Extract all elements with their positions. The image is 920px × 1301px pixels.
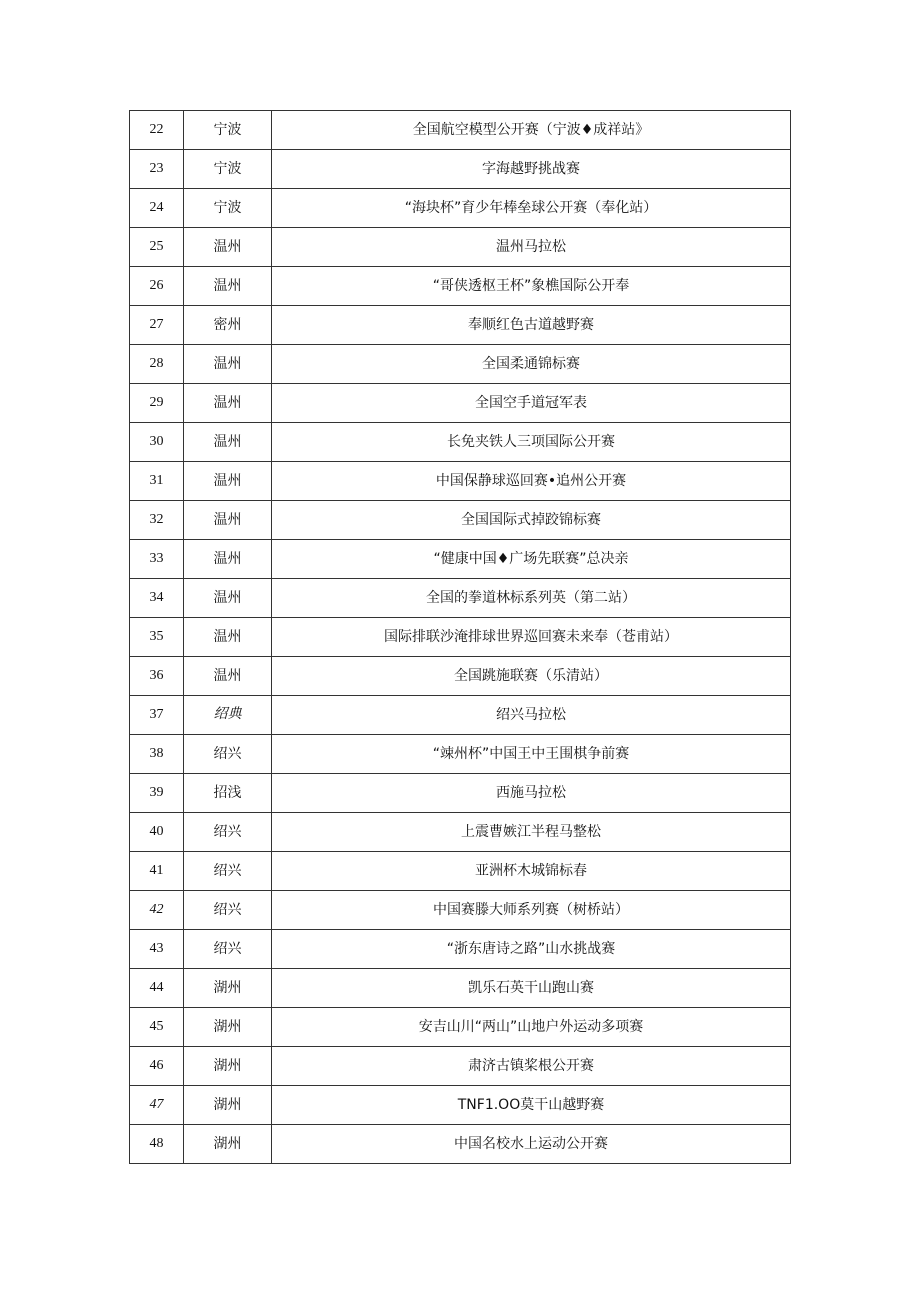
table-row xyxy=(130,345,791,384)
table-row xyxy=(130,111,791,150)
events-table xyxy=(129,110,791,1164)
row-number-cell: 31 xyxy=(130,462,184,501)
event-name-cell: 绍兴马拉松 xyxy=(272,696,791,735)
row-number-cell: 25 xyxy=(130,228,184,267)
event-name-cell: 上震曹嫉江半程马整松 xyxy=(272,813,791,852)
city-cell: 温州 xyxy=(184,267,272,306)
row-number-cell: 36 xyxy=(130,657,184,696)
event-name-cell: 中国名校水上运动公开赛 xyxy=(272,1125,791,1164)
city-cell: 绍兴 xyxy=(184,930,272,969)
city-cell: 宁波 xyxy=(184,150,272,189)
table-row xyxy=(130,579,791,618)
city-cell: 湖州 xyxy=(184,1086,272,1125)
event-name-cell: 字海越野挑战赛 xyxy=(272,150,791,189)
event-name-cell: 全国空手道冠军表 xyxy=(272,384,791,423)
table-row xyxy=(130,501,791,540)
table-row xyxy=(130,657,791,696)
event-name-cell: 奉顺红色古道越野赛 xyxy=(272,306,791,345)
row-number-cell: 29 xyxy=(130,384,184,423)
city-cell: 温州 xyxy=(184,540,272,579)
city-cell: 温州 xyxy=(184,501,272,540)
event-name-cell: 凯乐石英干山跑山赛 xyxy=(272,969,791,1008)
event-name-cell: 中国赛滕大师系列赛（树桥站） xyxy=(272,891,791,930)
event-name-cell: 西施马拉松 xyxy=(272,774,791,813)
table-row xyxy=(130,189,791,228)
table-row xyxy=(130,1047,791,1086)
row-number-cell: 43 xyxy=(130,930,184,969)
row-number-cell: 42 xyxy=(130,891,184,930)
table-row xyxy=(130,267,791,306)
event-name-cell: 全国柔通锦标赛 xyxy=(272,345,791,384)
event-name-cell: 中国保静球巡回赛•追州公开赛 xyxy=(272,462,791,501)
city-cell: 温州 xyxy=(184,579,272,618)
city-cell: 宁波 xyxy=(184,111,272,150)
city-cell: 湖州 xyxy=(184,1047,272,1086)
event-name-cell: 全国航空模型公开赛（宁波♦成祥站》 xyxy=(272,111,791,150)
table-row xyxy=(130,813,791,852)
row-number-cell: 44 xyxy=(130,969,184,1008)
event-name-cell: 安吉山川“两山”山地户外运动多项赛 xyxy=(272,1008,791,1047)
table-row xyxy=(130,1086,791,1125)
table-row xyxy=(130,852,791,891)
event-name-cell: “海块杯”育少年棒垒球公开赛（奉化站） xyxy=(272,189,791,228)
row-number-cell: 47 xyxy=(130,1086,184,1125)
table-row xyxy=(130,735,791,774)
city-cell: 绍典 xyxy=(184,696,272,735)
city-cell: 招浅 xyxy=(184,774,272,813)
city-cell: 绍兴 xyxy=(184,735,272,774)
row-number-cell: 34 xyxy=(130,579,184,618)
table-row xyxy=(130,930,791,969)
event-name-cell: TNF1.OO莫干山越野赛 xyxy=(272,1086,791,1125)
table-row xyxy=(130,774,791,813)
city-cell: 绍兴 xyxy=(184,891,272,930)
row-number-cell: 39 xyxy=(130,774,184,813)
table-row xyxy=(130,891,791,930)
city-cell: 宁波 xyxy=(184,189,272,228)
row-number-cell: 33 xyxy=(130,540,184,579)
row-number-cell: 35 xyxy=(130,618,184,657)
row-number-cell: 27 xyxy=(130,306,184,345)
event-name-cell: 全国跳施联赛（乐清站） xyxy=(272,657,791,696)
row-number-cell: 30 xyxy=(130,423,184,462)
event-name-cell: 全国国际式掉跤锦标赛 xyxy=(272,501,791,540)
row-number-cell: 38 xyxy=(130,735,184,774)
table-row xyxy=(130,384,791,423)
city-cell: 绍兴 xyxy=(184,813,272,852)
city-cell: 温州 xyxy=(184,657,272,696)
table-row xyxy=(130,150,791,189)
event-name-cell: 温州马拉松 xyxy=(272,228,791,267)
row-number-cell: 23 xyxy=(130,150,184,189)
city-cell: 绍兴 xyxy=(184,852,272,891)
city-cell: 温州 xyxy=(184,345,272,384)
city-cell: 温州 xyxy=(184,384,272,423)
city-cell: 湖州 xyxy=(184,969,272,1008)
table-row xyxy=(130,228,791,267)
row-number-cell: 40 xyxy=(130,813,184,852)
city-cell: 密州 xyxy=(184,306,272,345)
table-row xyxy=(130,1008,791,1047)
event-name-cell: 全国的拳道林标系列英（第二站） xyxy=(272,579,791,618)
row-number-cell: 48 xyxy=(130,1125,184,1164)
row-number-cell: 41 xyxy=(130,852,184,891)
table-row xyxy=(130,423,791,462)
events-table-body xyxy=(130,111,791,1164)
event-name-cell: 长免夹铁人三项国际公开赛 xyxy=(272,423,791,462)
event-name-cell: “浙东唐诗之路”山水挑战赛 xyxy=(272,930,791,969)
city-cell: 温州 xyxy=(184,618,272,657)
row-number-cell: 24 xyxy=(130,189,184,228)
event-name-cell: “健康中国♦广场先联赛”总决亲 xyxy=(272,540,791,579)
table-row xyxy=(130,462,791,501)
event-name-cell: 肃济古镇桨根公开赛 xyxy=(272,1047,791,1086)
row-number-cell: 32 xyxy=(130,501,184,540)
event-name-cell: “哥侠透枢王杯”象樵国际公开奉 xyxy=(272,267,791,306)
table-row xyxy=(130,969,791,1008)
event-name-cell: 亚洲杯木城锦标春 xyxy=(272,852,791,891)
row-number-cell: 46 xyxy=(130,1047,184,1086)
city-cell: 温州 xyxy=(184,423,272,462)
city-cell: 湖州 xyxy=(184,1125,272,1164)
city-cell: 温州 xyxy=(184,228,272,267)
city-cell: 温州 xyxy=(184,462,272,501)
event-name-cell: “竦州杯”中国王中王围棋争前赛 xyxy=(272,735,791,774)
table-row xyxy=(130,306,791,345)
row-number-cell: 45 xyxy=(130,1008,184,1047)
row-number-cell: 37 xyxy=(130,696,184,735)
event-name-cell: 国际排联沙淹排球世界巡回赛未来奉（苍甫站） xyxy=(272,618,791,657)
table-row xyxy=(130,1125,791,1164)
table-row xyxy=(130,540,791,579)
table-row xyxy=(130,618,791,657)
row-number-cell: 22 xyxy=(130,111,184,150)
row-number-cell: 26 xyxy=(130,267,184,306)
table-row xyxy=(130,696,791,735)
city-cell: 湖州 xyxy=(184,1008,272,1047)
row-number-cell: 28 xyxy=(130,345,184,384)
